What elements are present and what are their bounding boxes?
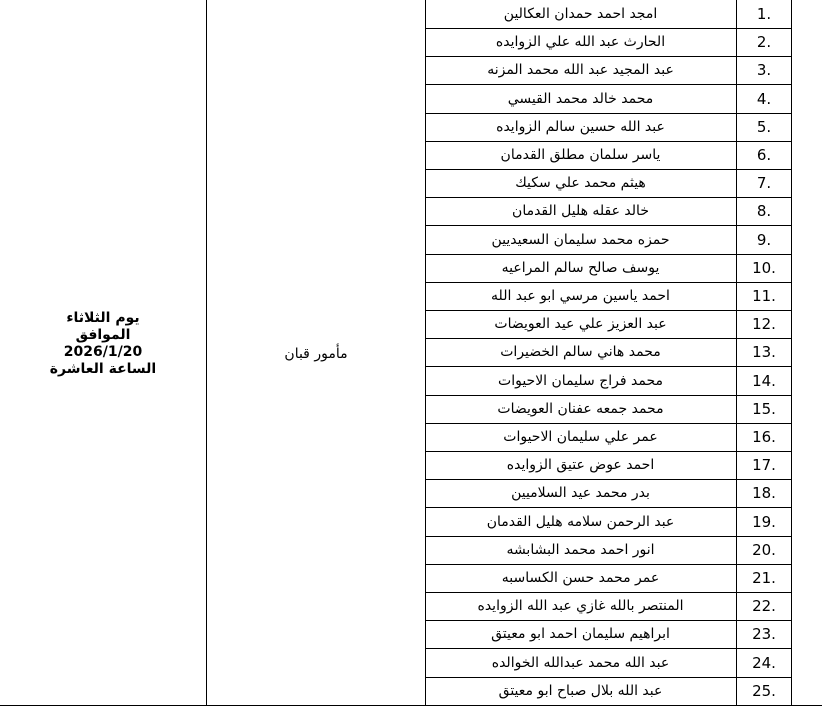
date-value: 2026/1/20 xyxy=(63,344,143,360)
table-row xyxy=(425,338,791,367)
person-name: عبد الله محمد عبدالله الخوالده xyxy=(491,654,670,671)
person-name: عبد الله بلال صباح ابو معيتق xyxy=(498,682,663,699)
person-name: عبد الرحمن سلامه هليل القدمان xyxy=(486,513,675,530)
person-name: ابراهيم سليمان احمد ابو معيتق xyxy=(491,626,670,643)
date-block xyxy=(0,310,206,378)
person-name: الحارث عبد الله علي الزوايده xyxy=(495,34,666,51)
person-name: عبد الله حسين سالم الزوايده xyxy=(496,118,665,135)
person-name: انور احمد محمد البشابشه xyxy=(506,541,655,558)
row-number: .22 xyxy=(752,597,776,616)
table-row xyxy=(425,508,791,537)
table-row xyxy=(425,423,791,452)
person-name: ياسر سلمان مطلق القدمان xyxy=(500,147,661,163)
day-label: يوم الثلاثاء xyxy=(66,310,140,326)
person-name: المنتصر بالله غازي عبد الله الزوايده xyxy=(477,598,684,615)
table-row xyxy=(425,564,791,593)
row-number: .10 xyxy=(752,258,776,277)
row-number: .9 xyxy=(756,230,772,249)
time-label: الساعة العاشرة xyxy=(49,361,157,377)
person-name: محمد خالد محمد القيسي xyxy=(507,90,654,107)
row-number: .5 xyxy=(756,117,772,136)
table-row xyxy=(425,28,791,57)
row-number: .15 xyxy=(752,399,776,418)
table-row xyxy=(425,141,791,170)
table-row xyxy=(425,113,791,142)
row-number: .19 xyxy=(752,512,776,531)
table-row xyxy=(425,649,791,678)
table-row xyxy=(425,169,791,198)
person-name: امجد احمد حمدان العكالين xyxy=(503,6,658,22)
table-row xyxy=(425,395,791,424)
table-row xyxy=(425,0,791,29)
table-row xyxy=(425,677,791,706)
person-name: عمر محمد حسن الكساسبه xyxy=(501,570,660,586)
person-name: احمد ياسين مرسي ابو عبد الله xyxy=(491,288,670,304)
person-name: يوسف صالح سالم المراعيه xyxy=(501,259,660,276)
table-row xyxy=(425,56,791,85)
row-number: .3 xyxy=(756,61,772,80)
table-row xyxy=(425,451,791,480)
row-number: .11 xyxy=(752,287,776,305)
person-name: عبد المجيد عبد الله محمد المزنه xyxy=(487,62,674,79)
table-row xyxy=(425,536,791,565)
table-row xyxy=(425,620,791,649)
person-name: هيثم محمد علي سكيك xyxy=(515,175,646,192)
table-row xyxy=(425,367,791,396)
table-row xyxy=(425,254,791,283)
person-name: عبد العزيز علي عيد العويضات xyxy=(494,316,667,333)
table-row xyxy=(425,282,791,311)
row-number: .12 xyxy=(752,315,776,334)
row-number: .6 xyxy=(756,146,772,164)
person-name: عمر علي سليمان الاحيوات xyxy=(503,429,658,445)
row-number: .17 xyxy=(752,456,776,475)
row-number: .16 xyxy=(752,428,776,446)
role-cell xyxy=(207,0,425,705)
role-label: مأمور قبان xyxy=(284,346,348,362)
date-cell xyxy=(0,0,206,705)
agree-label: الموافق xyxy=(75,327,131,343)
table-row xyxy=(425,592,791,621)
table-row xyxy=(425,226,791,255)
person-name: خالد عقله هليل القدمان xyxy=(512,203,649,220)
row-number: .24 xyxy=(752,653,776,672)
row-number: .7 xyxy=(756,174,772,193)
row-number: .2 xyxy=(756,33,772,52)
table-row xyxy=(425,85,791,114)
person-name: بدر محمد عيد السلاميين xyxy=(511,485,650,502)
row-number: .25 xyxy=(752,681,776,700)
person-name: محمد فراج سليمان الاحيوات xyxy=(498,372,663,389)
table-row xyxy=(425,479,791,508)
row-number: .8 xyxy=(756,202,772,221)
row-number: .21 xyxy=(752,569,776,587)
person-name: محمد جمعه عفنان العويضات xyxy=(497,400,664,417)
row-number: .4 xyxy=(756,89,772,108)
column-divider xyxy=(791,0,792,705)
row-number: .14 xyxy=(752,371,776,390)
row-number: .23 xyxy=(752,625,776,644)
row-number: .1 xyxy=(756,5,772,23)
row-number: .18 xyxy=(752,484,776,503)
person-name: حمزه محمد سليمان السعيديين xyxy=(491,231,670,248)
row-number: .13 xyxy=(752,343,776,362)
table-row xyxy=(425,310,791,339)
person-name: احمد عوض عتيق الزوايده xyxy=(506,457,655,474)
person-name: محمد هاني سالم الخضيرات xyxy=(500,344,661,361)
row-number: .20 xyxy=(752,540,776,559)
table-row xyxy=(425,197,791,226)
